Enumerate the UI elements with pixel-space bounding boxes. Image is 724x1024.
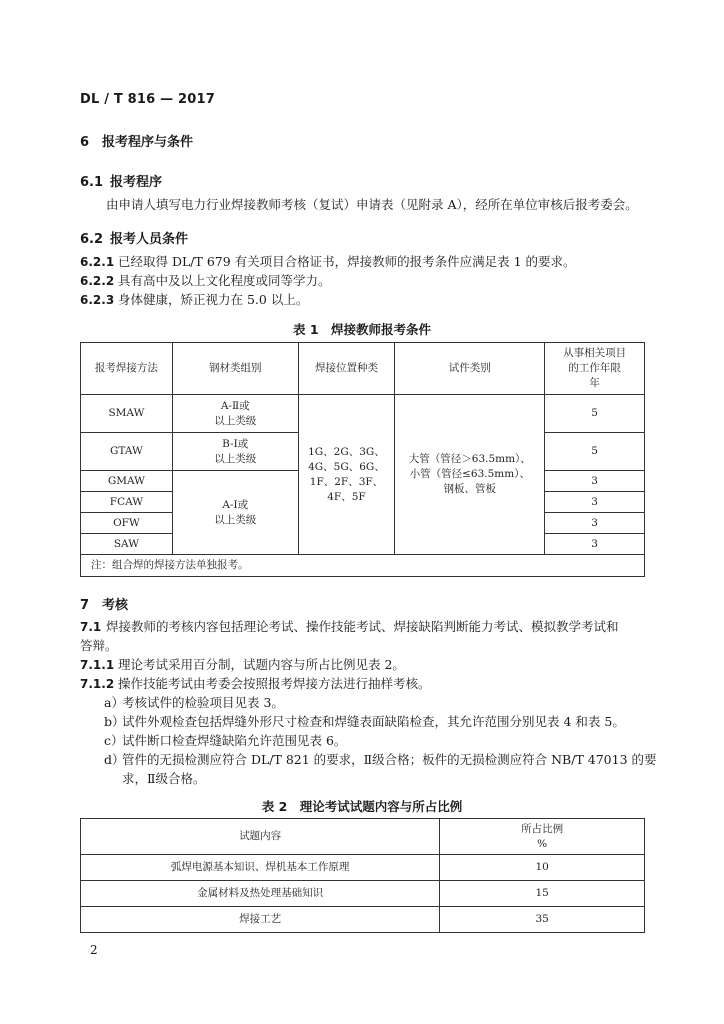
clause-7-1-continued: 答辩。 (80, 638, 118, 653)
list-text: 管件的无损检测应符合 DL/T 821 的要求，Ⅱ级合格；板件的无损检测应符合 NB/T 47013 的要 (122, 752, 657, 767)
specimen-cell (395, 395, 545, 555)
standard-code: DL / T 816 — 2017 (80, 92, 216, 107)
section-6-2-heading (80, 228, 188, 247)
cell-line: 小管（管径≤63.5mm）、 (409, 468, 530, 480)
clause-number: 6.2.3 (80, 293, 115, 307)
list-item (104, 693, 284, 713)
section-title: 报考程序 (110, 175, 163, 190)
section-number: 6.1 (80, 175, 104, 190)
list-text: 试件外观检查包括焊缝外形尺寸检查和焊缝表面缺陷检查，其允许范围分别见表 4 和表 5。 (122, 714, 625, 729)
column-header: 钢材类组别 (172, 343, 298, 395)
column-header: 报考焊接方法 (81, 343, 173, 395)
section-title: 报考人员条件 (110, 232, 189, 247)
header-line: 的工作年限 (568, 362, 621, 374)
steel-group-cell (172, 395, 298, 433)
table-row (81, 907, 645, 933)
section-7-heading (80, 594, 128, 613)
header-line: 从事相关项目 (563, 347, 627, 359)
cell-line: 以上类级 (214, 513, 257, 526)
page-number: 2 (90, 943, 98, 957)
list-label: d） (104, 752, 125, 767)
header-line: 所占比例 (521, 822, 564, 835)
cell-line: A-Ⅱ或 (220, 399, 250, 412)
table-row (81, 855, 645, 881)
cell-line: 4G、5G、6G、 (308, 460, 385, 473)
clause-6-2-3 (80, 290, 308, 310)
section-title: 考核 (102, 598, 129, 613)
table-row (81, 395, 645, 433)
table-header-row (81, 343, 645, 395)
method-cell: GMAW (81, 471, 173, 492)
ratio-cell: 10 (440, 855, 645, 881)
header-line: % (537, 837, 548, 850)
clause-number: 6.2.1 (80, 255, 115, 269)
clause-text: 焊接教师的考核内容包括理论考试、操作技能考试、焊接缺陷判断能力考试、模拟教学考试和 (106, 619, 619, 634)
section-number: 7 (80, 598, 90, 613)
method-cell: GTAW (81, 433, 173, 471)
method-cell: FCAW (81, 492, 173, 513)
table-header-row (81, 819, 645, 855)
years-cell: 5 (545, 433, 645, 471)
list-label: b） (104, 714, 125, 729)
clause-number: 7.1.1 (80, 658, 115, 672)
clause-text: 已经取得 DL/T 679 有关项目合格证书，焊接教师的报考条件应满足表 1 的要求。 (118, 254, 576, 269)
method-cell: OFW (81, 513, 173, 534)
list-label: a） (104, 695, 124, 710)
clause-6-2-2 (80, 271, 331, 291)
list-item-continued: 求，Ⅱ级合格。 (122, 771, 206, 786)
clause-number: 7.1 (80, 620, 102, 634)
cell-line: A-Ⅰ或 (222, 498, 249, 511)
column-header: 焊接位置种类 (298, 343, 395, 395)
cell-line: B-Ⅰ或 (222, 437, 249, 450)
column-header (545, 343, 645, 395)
clause-7-1 (80, 617, 619, 637)
content-cell: 弧焊电源基本知识、焊机基本工作原理 (81, 855, 440, 881)
list-item (104, 712, 625, 732)
section-6-heading (80, 131, 193, 150)
table-1 (80, 342, 645, 577)
clause-number: 6.2.2 (80, 274, 115, 288)
steel-group-cell (172, 471, 298, 555)
cell-line: 4F、5F (327, 490, 366, 503)
cell-line: 以上类级 (214, 452, 257, 465)
list-text: 试件断口检查焊缝缺陷允许范围见表 6。 (122, 733, 347, 748)
clause-text: 操作技能考试由考委会按照报考焊接方法进行抽样考核。 (118, 676, 431, 691)
clause-text: 具有高中及以上文化程度或同等学力。 (118, 273, 331, 288)
years-cell: 3 (545, 471, 645, 492)
table-row (81, 881, 645, 907)
clause-number: 7.1.2 (80, 677, 115, 691)
clause-7-1-1 (80, 655, 405, 675)
cell-line: 以上类级 (214, 414, 257, 427)
table-2 (80, 818, 645, 933)
years-cell: 5 (545, 395, 645, 433)
column-header: 试题内容 (81, 819, 440, 855)
method-cell: SAW (81, 534, 173, 555)
header-line: 年 (589, 377, 600, 389)
clause-text: 身体健康，矫正视力在 5.0 以上。 (118, 292, 309, 307)
method-cell: SMAW (81, 395, 173, 433)
table-note-row (81, 555, 645, 577)
cell-line: 钢板、管板 (443, 483, 497, 495)
table-note: 注：组合焊的焊接方法单独报考。 (81, 555, 645, 577)
table-2-caption: 表 2 理论考试试题内容与所占比例 (261, 799, 463, 814)
clause-6-2-1 (80, 252, 576, 272)
section-number: 6 (80, 135, 90, 150)
years-cell: 3 (545, 513, 645, 534)
section-number: 6.2 (80, 232, 104, 247)
ratio-cell: 15 (440, 881, 645, 907)
column-header (440, 819, 645, 855)
list-text: 考核试件的检验项目见表 3。 (122, 695, 284, 710)
years-cell: 3 (545, 534, 645, 555)
section-6-1-heading (80, 171, 162, 190)
list-label: c） (104, 733, 124, 748)
clause-text: 理论考试采用百分制，试题内容与所占比例见表 2。 (118, 657, 405, 672)
position-cell (298, 395, 395, 555)
column-header: 试件类别 (395, 343, 545, 395)
ratio-cell: 35 (440, 907, 645, 933)
section-title: 报考程序与条件 (102, 135, 194, 150)
cell-line: 1G、2G、3G、 (308, 445, 385, 458)
years-cell: 3 (545, 492, 645, 513)
cell-line: 1F、2F、3F、 (309, 475, 384, 488)
cell-line: 大管（管径＞63.5mm）、 (408, 453, 531, 465)
clause-7-1-2 (80, 674, 431, 694)
content-cell: 金属材料及热处理基础知识 (81, 881, 440, 907)
list-item (104, 750, 657, 770)
list-item (104, 731, 346, 751)
table-1-caption: 表 1 焊接教师报考条件 (292, 322, 432, 337)
steel-group-cell (172, 433, 298, 471)
content-cell: 焊接工艺 (81, 907, 440, 933)
paragraph: 由申请人填写电力行业焊接教师考核（复试）申请表（见附录 A），经所在单位审核后报考委会。 (106, 197, 638, 212)
